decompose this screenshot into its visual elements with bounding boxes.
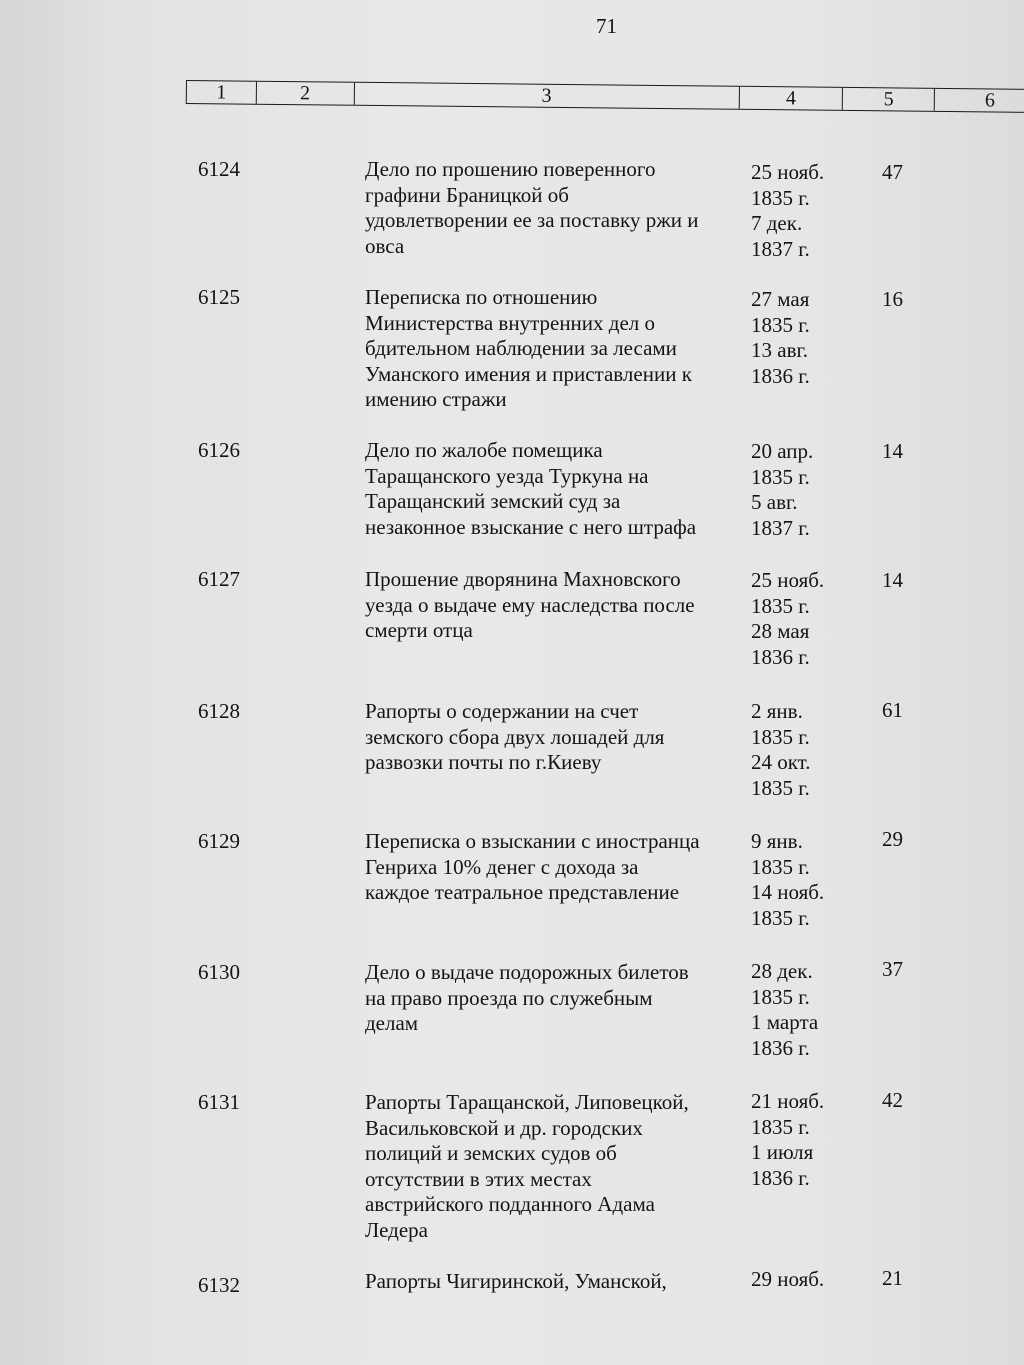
column-header-2: 2 <box>257 82 355 105</box>
record-date-line: 24 окт. <box>751 750 811 774</box>
record-title-line: Уманского имения и приставлении к <box>365 361 692 386</box>
record-date-line: 28 мая <box>751 619 810 643</box>
record-title-line: Дело о выдаче подорожных билетов <box>365 960 689 984</box>
record-number: 6129 <box>198 829 240 853</box>
record-date-line: 1837 г. <box>751 236 810 261</box>
record-title-line: Дело по жалобе помещика <box>365 438 603 462</box>
record-date-line: 1835 г. <box>751 905 810 930</box>
record-number: 6126 <box>198 438 240 462</box>
record-date-line: 1835 г. <box>751 775 810 800</box>
record-date-line: 1835 г. <box>751 724 810 749</box>
record-title <box>365 285 735 413</box>
record-title-line: Ледера <box>365 1217 428 1242</box>
record-date-line: 1 июля <box>751 1140 814 1164</box>
record-title-line: на право проезда по служебным <box>365 985 653 1010</box>
record-dates <box>751 699 851 801</box>
record-title-line: незаконное взыскание с него штрафа <box>365 514 697 539</box>
record-title-line: австрийского подданного Адама <box>365 1192 655 1216</box>
record-date-line: 25 нояб. <box>751 160 825 184</box>
record-dates <box>751 287 851 389</box>
record-title-line: имению стражи <box>365 387 507 411</box>
record-title-line: овса <box>365 233 405 258</box>
record-dates <box>751 1267 851 1293</box>
record-sheet-count: 42 <box>882 1088 903 1112</box>
record-dates <box>751 959 851 1061</box>
record-date-line: 13 авг. <box>751 338 808 362</box>
record-date-line: 2 янв. <box>751 699 803 723</box>
record-date-line: 1835 г. <box>751 854 810 879</box>
record-number: 6125 <box>198 285 240 309</box>
record-date-line: 1836 г. <box>751 1165 810 1190</box>
record-date-line: 25 нояб. <box>751 568 825 592</box>
record-title-line: Рапорты Таращанской, Липовецкой, <box>365 1090 689 1114</box>
record-title-line: Дело по прошению поверенного <box>365 157 656 181</box>
record-title-line: Рапорты Чигиринской, Уманской, <box>365 1269 667 1293</box>
record-date-line: 1835 г. <box>751 984 810 1009</box>
record-number: 6132 <box>198 1273 240 1297</box>
record-date-line: 1836 г. <box>751 1035 810 1060</box>
record-date-line: 1835 г. <box>751 593 810 618</box>
page-number: 71 <box>596 14 617 38</box>
record-date-line: 1835 г. <box>751 464 810 489</box>
record-date-line: 21 нояб. <box>751 1089 825 1113</box>
record-title <box>365 567 735 644</box>
record-date-line: 29 нояб. <box>751 1267 825 1291</box>
record-date-line: 1836 г. <box>751 644 810 669</box>
record-number: 6127 <box>198 567 240 591</box>
record-title <box>365 157 735 259</box>
record-dates <box>751 160 851 262</box>
record-title <box>365 1269 735 1295</box>
record-sheet-count: 61 <box>882 698 903 722</box>
column-header-4: 4 <box>739 87 843 110</box>
record-title-line: Переписка о взыскании с иностранца <box>365 829 700 853</box>
record-sheet-count: 14 <box>882 568 903 592</box>
record-title-line: уезда о выдаче ему наследства после <box>365 592 695 617</box>
record-sheet-count: 21 <box>882 1266 903 1290</box>
record-date-line: 1836 г. <box>751 363 810 388</box>
record-title-line: развозки почты по г.Киеву <box>365 750 602 774</box>
record-title-line: Переписка по отношению <box>365 285 598 309</box>
record-date-line: 7 дек. <box>751 211 803 235</box>
record-title <box>365 699 735 776</box>
record-date-line: 1835 г. <box>751 185 810 210</box>
record-date-line: 20 апр. <box>751 439 814 463</box>
record-title-line: графини Браницкой об <box>365 182 569 207</box>
column-header-3: 3 <box>354 83 739 109</box>
record-date-line: 28 дек. <box>751 959 813 983</box>
record-number: 6124 <box>198 157 240 181</box>
record-date-line: 5 авг. <box>751 490 798 514</box>
record-title-line: Прошение дворянина Махновского <box>365 567 681 591</box>
record-date-line: 9 янв. <box>751 829 803 853</box>
record-title-line: полиций и земских судов об <box>365 1141 617 1165</box>
record-date-line: 27 мая <box>751 287 810 311</box>
record-number: 6131 <box>198 1090 240 1114</box>
record-title-line: Васильковской и др. городских <box>365 1115 643 1140</box>
record-number: 6130 <box>198 960 240 984</box>
record-title-line: отсутствии в этих местах <box>365 1166 592 1191</box>
record-number: 6128 <box>198 699 240 723</box>
record-date-line: 1837 г. <box>751 515 810 540</box>
record-title-line: Таращанский земский суд за <box>365 489 621 513</box>
record-title-line: удовлетворении ее за поставку ржи и <box>365 208 699 232</box>
column-header-1: 1 <box>187 81 257 104</box>
record-dates <box>751 568 851 670</box>
record-date-line: 1835 г. <box>751 312 810 337</box>
record-title-line: Министерства внутренних дел о <box>365 310 656 335</box>
column-header-6: 6 <box>984 89 996 112</box>
record-title <box>365 829 735 906</box>
record-title-line: Таращанского уезда Туркуна на <box>365 463 649 488</box>
record-sheet-count: 29 <box>882 827 903 851</box>
record-title <box>365 1090 735 1243</box>
record-title-line: Генриха 10% денег с дохода за <box>365 854 639 879</box>
record-date-line: 1835 г. <box>751 1114 810 1139</box>
record-sheet-count: 37 <box>882 957 903 981</box>
record-title-line: смерти отца <box>365 618 473 642</box>
record-date-line: 14 нояб. <box>751 880 825 904</box>
record-dates <box>751 829 851 931</box>
record-title-line: делам <box>365 1011 419 1035</box>
record-title-line: земского сбора двух лошадей для <box>365 724 665 749</box>
record-sheet-count: 14 <box>882 439 903 463</box>
record-dates <box>751 439 851 541</box>
record-date-line: 1 марта <box>751 1010 819 1034</box>
record-title <box>365 438 735 540</box>
record-dates <box>751 1089 851 1191</box>
record-sheet-count: 16 <box>882 287 903 311</box>
record-title <box>365 960 735 1037</box>
record-title-line: Рапорты о содержании на счет <box>365 699 639 723</box>
column-header-5: 5 <box>843 88 935 111</box>
record-title-line: каждое театральное представление <box>365 880 680 904</box>
record-title-line: бдительном наблюдении за лесами <box>365 336 677 360</box>
record-sheet-count: 47 <box>882 160 903 184</box>
